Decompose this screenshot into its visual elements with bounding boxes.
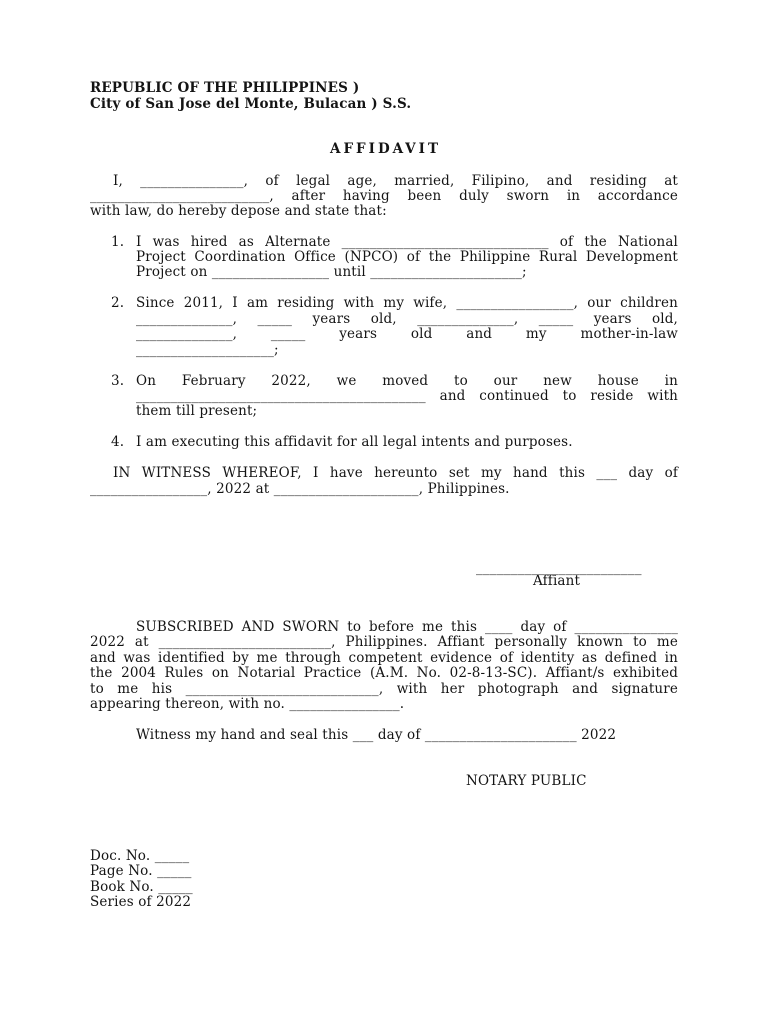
book-no: Book No. _____ xyxy=(90,879,193,895)
jurat-line-3: and was identified by me through competent evidence of identity as defined in xyxy=(90,650,678,666)
intro-line-1: I, _______________, of legal age, married, Filipino, and residing at xyxy=(113,173,678,189)
doc-no: Doc. No. _____ xyxy=(90,848,190,864)
item-4-number: 4. xyxy=(111,434,125,450)
item-3-line-2: __________________________________________ and continued to reside with xyxy=(136,388,678,404)
notary-public-label: NOTARY PUBLIC xyxy=(466,773,587,789)
item-1-line-3: Project on _________________ until ______________________; xyxy=(136,264,527,280)
intro-line-3: with law, do hereby depose and state that: xyxy=(90,203,387,219)
page-no: Page No. _____ xyxy=(90,863,192,879)
item-1-number: 1. xyxy=(111,234,125,250)
item-2-line-2: ______________, _____ years old, ______________, _____ years old, xyxy=(136,311,678,327)
item-2-number: 2. xyxy=(111,295,125,311)
item-2-line-1: Since 2011, I am residing with my wife, _________________, our children xyxy=(136,295,678,311)
item-3-line-1: On February 2022, we moved to our new house in xyxy=(136,373,678,389)
jurat-line-6: appearing thereon, with no. ________________. xyxy=(90,696,405,712)
witness-line-1: IN WITNESS WHEREOF, I have hereunto set my hand this ___ day of xyxy=(113,465,678,481)
series: Series of 2022 xyxy=(90,894,192,910)
item-3-number: 3. xyxy=(111,373,125,389)
jurat-line-1: SUBSCRIBED AND SWORN to before me this ____ day of _______________ xyxy=(136,619,678,635)
item-4-line-1: I am executing this affidavit for all legal intents and purposes. xyxy=(136,434,573,450)
document-title: AFFIDAVIT xyxy=(330,141,441,157)
item-3-line-3: them till present; xyxy=(136,403,258,419)
affiant-signature-line: ________________________ xyxy=(476,560,642,576)
intro-line-2: __________________________, after having been duly sworn in accordance xyxy=(90,188,678,204)
item-1-line-2: Project Coordination Office (NPCO) of the Philippine Rural Development xyxy=(136,249,678,265)
header-city: City of San Jose del Monte, Bulacan ) S.S. xyxy=(90,96,412,112)
jurat-line-4: the 2004 Rules on Notarial Practice (A.M. No. 02-8-13-SC). Affiant/s exhibited xyxy=(90,665,678,681)
item-2-line-3: ______________, _____ years old and my mother-in-law xyxy=(136,326,678,342)
witness-line-2: _________________, 2022 at _____________________, Philippines. xyxy=(90,481,510,497)
item-1-line-1: I was hired as Alternate ______________________________ of the National xyxy=(136,234,678,250)
item-2-line-4: ____________________; xyxy=(136,342,279,358)
jurat-line-5: to me his ____________________________, with her photograph and signature xyxy=(90,681,678,697)
affiant-label: Affiant xyxy=(533,573,581,589)
jurat-line-2: 2022 at _________________________, Philippines. Affiant personally known to me xyxy=(90,634,678,650)
seal-line: Witness my hand and seal this ___ day of ______________________ 2022 xyxy=(136,727,617,743)
header-republic: REPUBLIC OF THE PHILIPPINES ) xyxy=(90,80,360,96)
